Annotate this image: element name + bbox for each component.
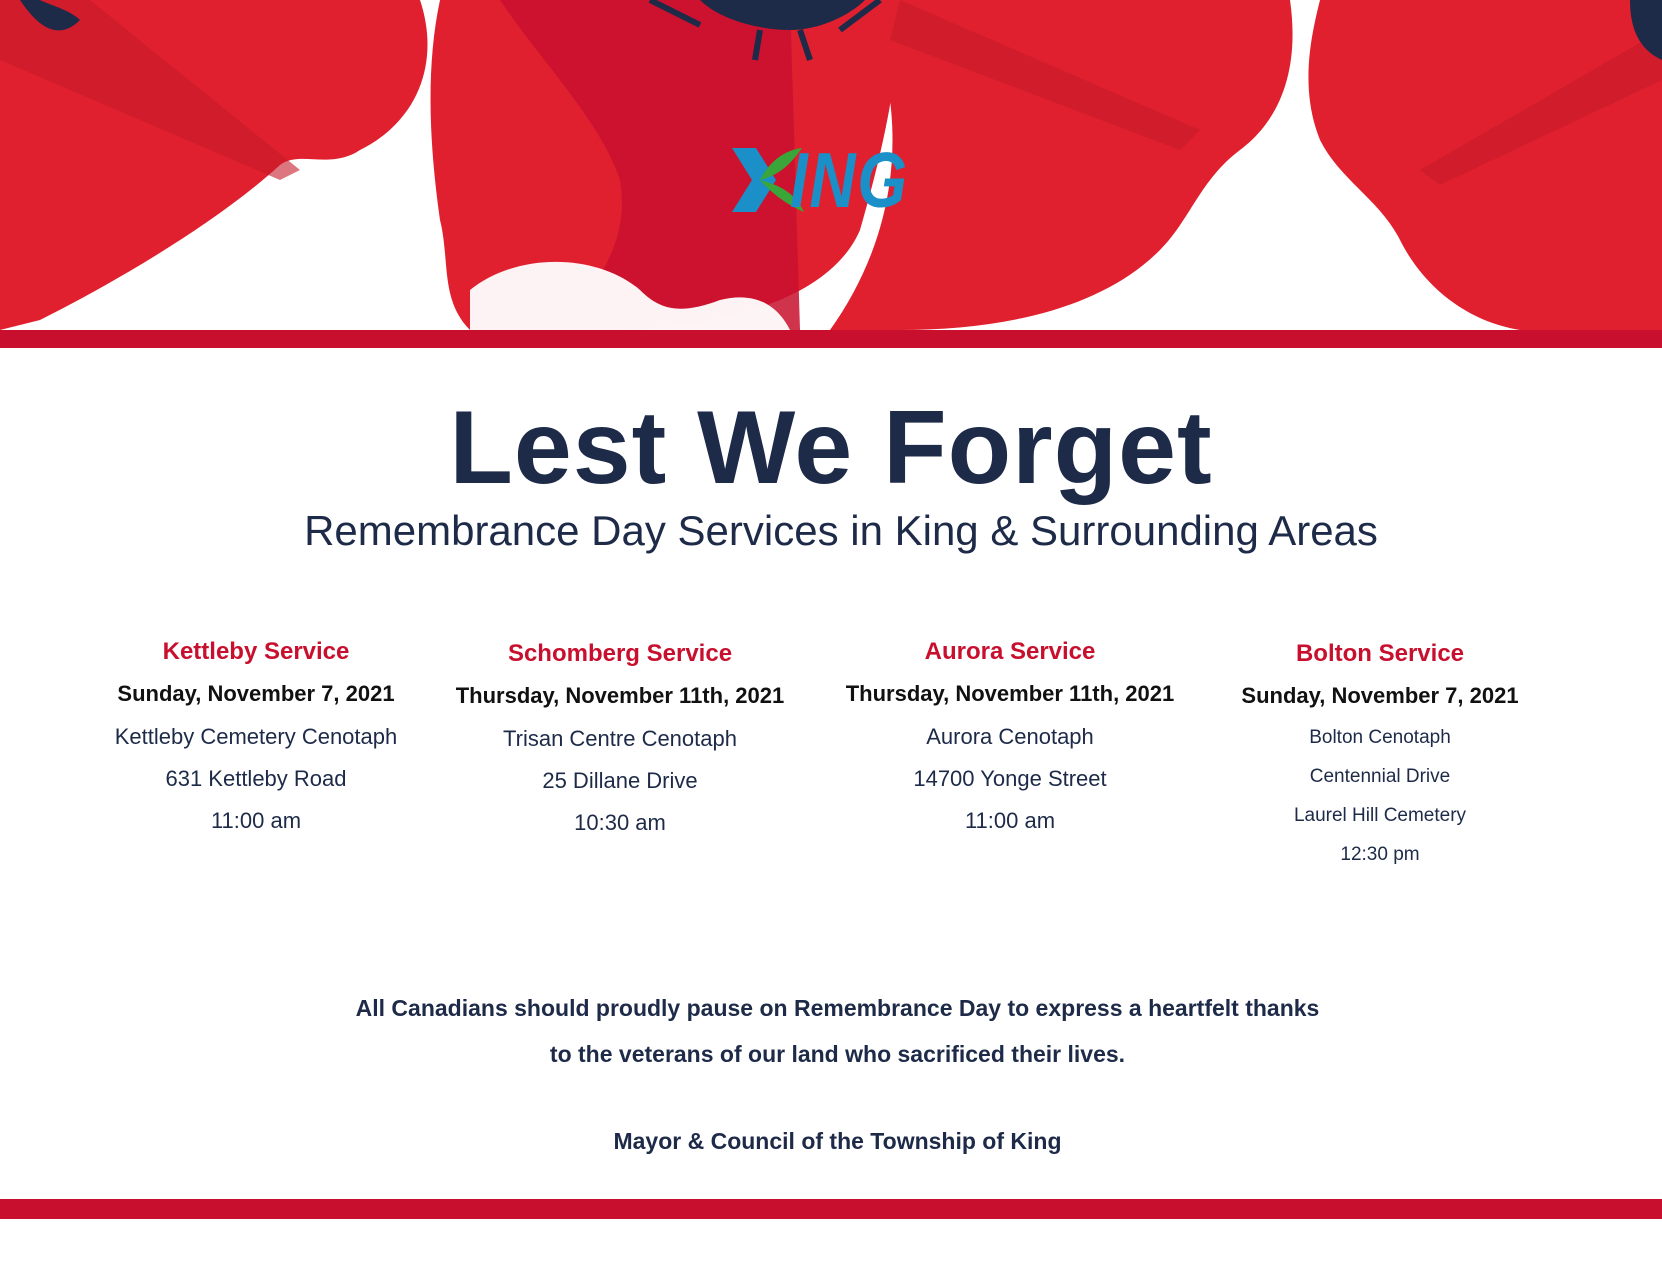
service-date: Sunday, November 7, 2021 xyxy=(1241,683,1519,708)
service-name: Bolton Service xyxy=(1295,640,1465,667)
service-time: 10:30 am xyxy=(574,810,666,835)
service-location: Kettleby Cemetery Cenotaph xyxy=(114,724,398,749)
service-name: Kettleby Service xyxy=(162,638,350,665)
thanks-message-line-2: to the veterans of our land who sacrificed their lives. xyxy=(549,1041,1126,1067)
thanks-message-line-1: All Canadians should proudly pause on Remembrance Day to express a heartfelt thanks xyxy=(355,995,1320,1021)
poppy-banner xyxy=(0,0,1662,350)
service-location: Trisan Centre Cenotaph xyxy=(503,726,737,751)
king-logo xyxy=(730,136,950,224)
service-address: 631 Kettleby Road xyxy=(165,766,347,791)
service-time: 12:30 pm xyxy=(1340,844,1420,865)
bottom-divider xyxy=(0,1199,1662,1219)
service-venue: Laurel Hill Cemetery xyxy=(1293,805,1467,826)
service-address: 14700 Yonge Street xyxy=(913,766,1107,791)
service-name: Schomberg Service xyxy=(507,640,733,667)
king-logo-wordmark: ING xyxy=(790,136,909,224)
service-name: Aurora Service xyxy=(924,638,1096,665)
page-subtitle: Remembrance Day Services in King & Surrounding Areas xyxy=(304,507,1378,554)
service-date: Thursday, November 11th, 2021 xyxy=(845,681,1175,706)
service-location: Bolton Cenotaph xyxy=(1309,727,1451,748)
service-aurora xyxy=(820,632,1200,842)
service-time: 11:00 am xyxy=(964,808,1056,833)
service-schomberg xyxy=(430,634,810,844)
service-date: Thursday, November 11th, 2021 xyxy=(455,683,785,708)
service-kettleby xyxy=(66,632,446,842)
page-title: Lest We Forget xyxy=(449,390,1213,506)
signature: Mayor & Council of the Township of King xyxy=(613,1128,1062,1154)
thanks-message xyxy=(0,985,1662,1077)
service-bolton xyxy=(1190,634,1570,874)
service-address: Centennial Drive xyxy=(1309,766,1451,787)
service-location: Aurora Cenotaph xyxy=(926,724,1094,749)
service-time: 11:00 am xyxy=(210,808,302,833)
service-date: Sunday, November 7, 2021 xyxy=(117,681,395,706)
service-address: 25 Dillane Drive xyxy=(542,768,698,793)
top-divider xyxy=(0,330,1662,348)
